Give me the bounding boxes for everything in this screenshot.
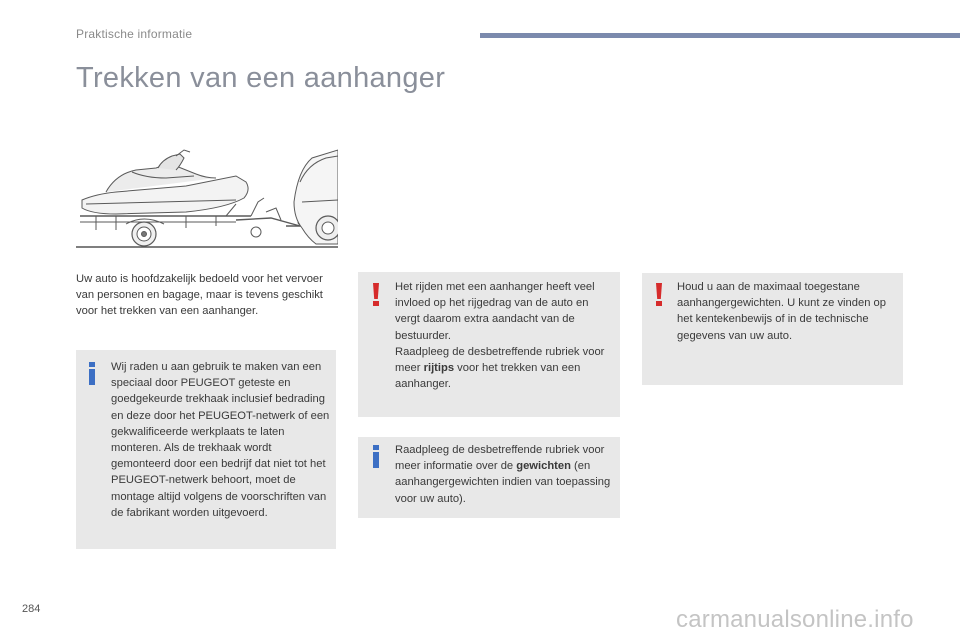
warning-box-driving bbox=[358, 272, 620, 417]
header-accent-bar bbox=[480, 33, 960, 38]
warning-box-driving-text bbox=[395, 279, 613, 392]
warning-box-max-weights bbox=[642, 273, 903, 385]
info-weights-before: Raadpleeg de desbetreffende rubriek voor meer informatie over de bbox=[395, 444, 605, 473]
warning-icon bbox=[655, 283, 663, 307]
page-number: 284 bbox=[22, 603, 41, 615]
warning-box-max-weights-text: Houd u aan de maximaal toegestane aanhangergewichten. U kunt ze vinden op het kentekenbewijs of in de technische gegevens van uw auto. bbox=[677, 281, 886, 342]
intro-paragraph: Uw auto is hoofdzakelijk bedoeld voor het vervoer van personen en bagage, maar is tevens geschikt voor het trekken van een aanhanger. bbox=[76, 273, 323, 317]
info-weights-after: (en aanhangergewichten indien van toepassing voor uw auto). bbox=[395, 460, 611, 505]
info-icon bbox=[88, 362, 96, 386]
warning-box-driving-text-2 bbox=[395, 344, 613, 393]
info-box-weights bbox=[358, 437, 620, 518]
warning-text-2-bold: rijtips bbox=[423, 362, 455, 375]
warning-text-2-before: Raadpleeg de desbetreffende rubriek voor meer bbox=[395, 345, 605, 375]
jetski-trailer-illustration bbox=[76, 142, 338, 252]
info-icon bbox=[372, 445, 380, 469]
info-box-towbar-text: Wij raden u aan gebruik te maken van een speciaal door PEUGEOT geteste en goedgekeurde trekhaak inclusief bedrading en deze door het PEUGEOT-netwerk of een gekwalificeerde werkplaats te laten monteren. Als de trekhaak wordt gemonteerd door een bedrijf dat niet tot het PEUGEOT-netwerk behoort, moet de montage altijd volgens de voorschriften van de fabrikant worden uitgevoerd. bbox=[111, 361, 330, 519]
page-title: Trekken van een aanhanger bbox=[76, 62, 446, 94]
warning-box-driving-text-1: Het rijden met een aanhanger heeft veel invloed op het rijgedrag van de auto en vergt daarom extra aandacht van de bestuurder. bbox=[395, 281, 595, 342]
info-box-towbar bbox=[76, 350, 336, 549]
watermark: carmanualsonline.info bbox=[676, 606, 914, 633]
section-label: Praktische informatie bbox=[76, 27, 193, 41]
warning-text-2-after: voor het trekken van een aanhanger. bbox=[395, 362, 581, 391]
info-weights-bold: gewichten bbox=[516, 460, 571, 473]
info-box-weights-text bbox=[395, 442, 613, 507]
warning-icon bbox=[372, 283, 380, 307]
